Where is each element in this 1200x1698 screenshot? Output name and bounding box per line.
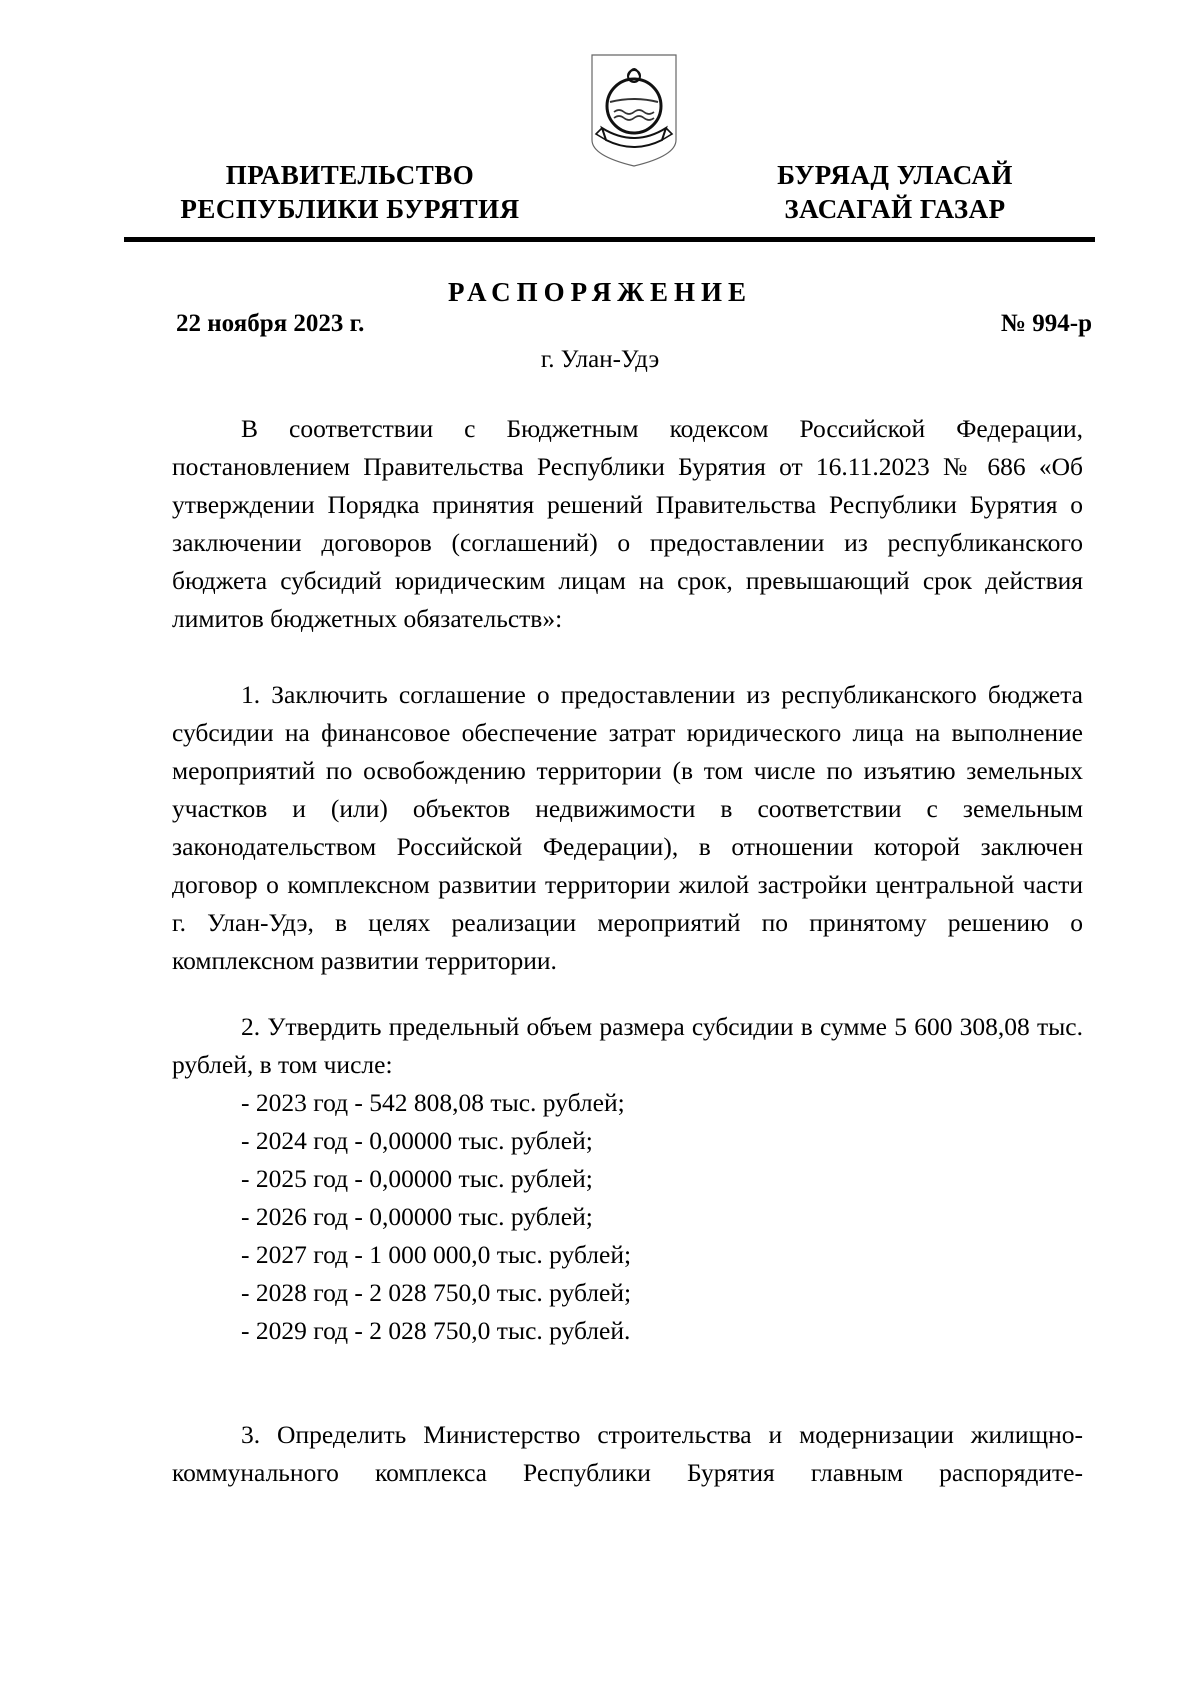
preamble-block <box>172 410 1083 638</box>
item-1-block <box>172 676 1083 980</box>
yearly-amounts-list <box>172 1084 1083 1350</box>
document-city: г. Улан-Удэ <box>540 346 660 373</box>
document-number: № 994-р <box>1000 310 1092 337</box>
item-2-block <box>172 1008 1083 1350</box>
issuer-name-russian <box>170 158 530 226</box>
list-item: - 2023 год - 542 808,08 тыс. рублей; <box>241 1088 625 1117</box>
issuer-line: ПРАВИТЕЛЬСТВО <box>225 160 475 190</box>
document-date: 22 ноября 2023 г. <box>176 310 365 337</box>
item-1-paragraph: 1. Заключить соглашение о предоставлении из республиканского бюджета субсидии на финансовое обеспечение затрат юридического лица на выполнение мероприятий по освобождению территории (в том числе по изъятию земельных участков и (или) объектов недвижимости в соответствии с земельным законодательством Российской Федерации), в отношении которой заключен договор о комплексном развитии территории жилой застройки центральной части г. Улан-Удэ, в целях реализации мероприятий по принятому решению о комплексном развитии территории. <box>172 680 1083 975</box>
issuer-line: ЗАСАГАЙ ГАЗАР <box>784 194 1006 224</box>
document-title: РАСПОРЯЖЕНИЕ <box>447 277 753 307</box>
coat-of-arms-emblem <box>588 52 680 168</box>
header-divider <box>124 237 1095 242</box>
list-item: - 2028 год - 2 028 750,0 тыс. рублей; <box>241 1278 632 1307</box>
item-3-block <box>172 1416 1083 1492</box>
item-2-paragraph: 2. Утвердить предельный объем размера субсидии в сумме 5 600 308,08 тыс. рублей, в том числе: <box>172 1012 1083 1079</box>
list-item: - 2025 год - 0,00000 тыс. рублей; <box>241 1164 593 1193</box>
preamble-paragraph: В соответствии с Бюджетным кодексом Российской Федерации, постановлением Правительства Республики Бурятия от 16.11.2023 № 686 «Об утверждении Порядка принятия решений Правительства Республики Бурятия о заключении договоров (соглашений) о предоставлении из республиканского бюджета субсидий юридическим лицам на срок, превышающий срок действия лимитов бюджетных обязательств»: <box>172 414 1083 633</box>
item-3-paragraph: 3. Определить Министерство строительства и модернизации жилищно-коммунального комплекса Республики Бурятия главным распорядите- <box>172 1420 1083 1487</box>
list-item: - 2024 год - 0,00000 тыс. рублей; <box>241 1126 593 1155</box>
issuer-name-buryat <box>755 158 1035 226</box>
list-item: - 2026 год - 0,00000 тыс. рублей; <box>241 1202 593 1231</box>
issuer-line: БУРЯАД УЛАСАЙ <box>777 160 1013 190</box>
list-item: - 2027 год - 1 000 000,0 тыс. рублей; <box>241 1240 632 1269</box>
list-item: - 2029 год - 2 028 750,0 тыс. рублей. <box>241 1316 631 1345</box>
issuer-line: РЕСПУБЛИКИ БУРЯТИЯ <box>180 194 520 224</box>
